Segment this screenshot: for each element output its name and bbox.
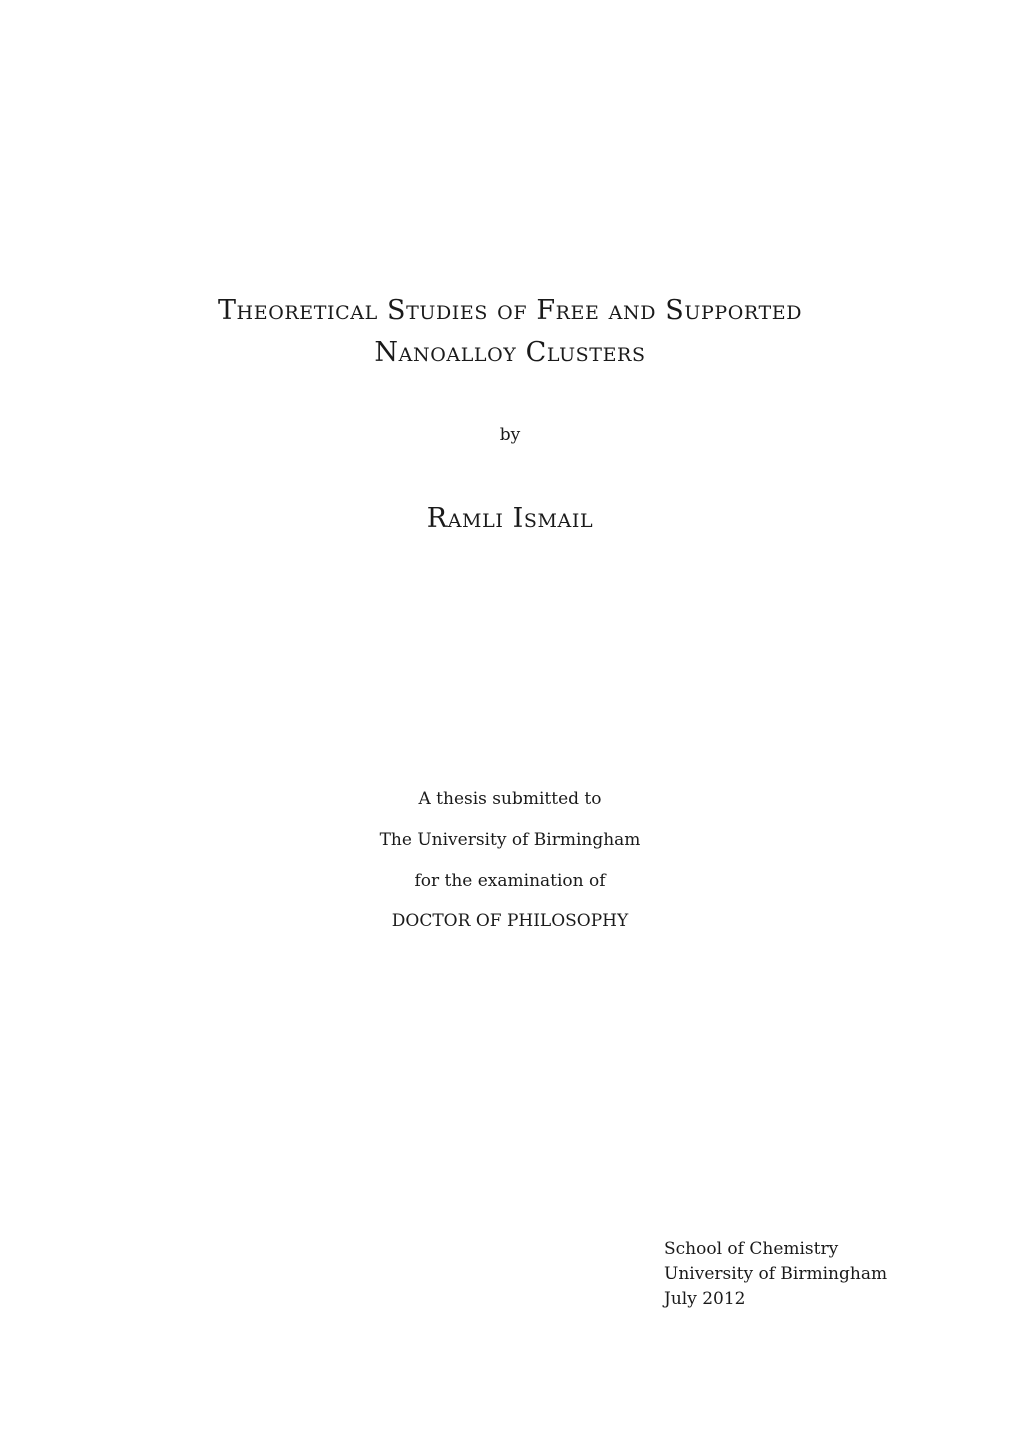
submission-purpose: for the examination of [414,871,606,891]
submission-institution: The University of Birmingham [379,830,641,850]
affiliation-block [664,1237,887,1312]
submission-line: A thesis submitted to [418,789,602,809]
by-label: by [499,425,521,445]
submission-date: July 2012 [664,1289,746,1309]
thesis-title-line-2: Nanoalloy Clusters [374,337,646,368]
degree-name: DOCTOR OF PHILOSOPHY [391,911,629,931]
school-name: School of Chemistry [664,1239,839,1259]
author-name: Ramli Ismail [426,503,594,534]
university-name: University of Birmingham [664,1264,888,1284]
thesis-title-line-1: Theoretical Studies of Free and Supported [217,295,803,326]
